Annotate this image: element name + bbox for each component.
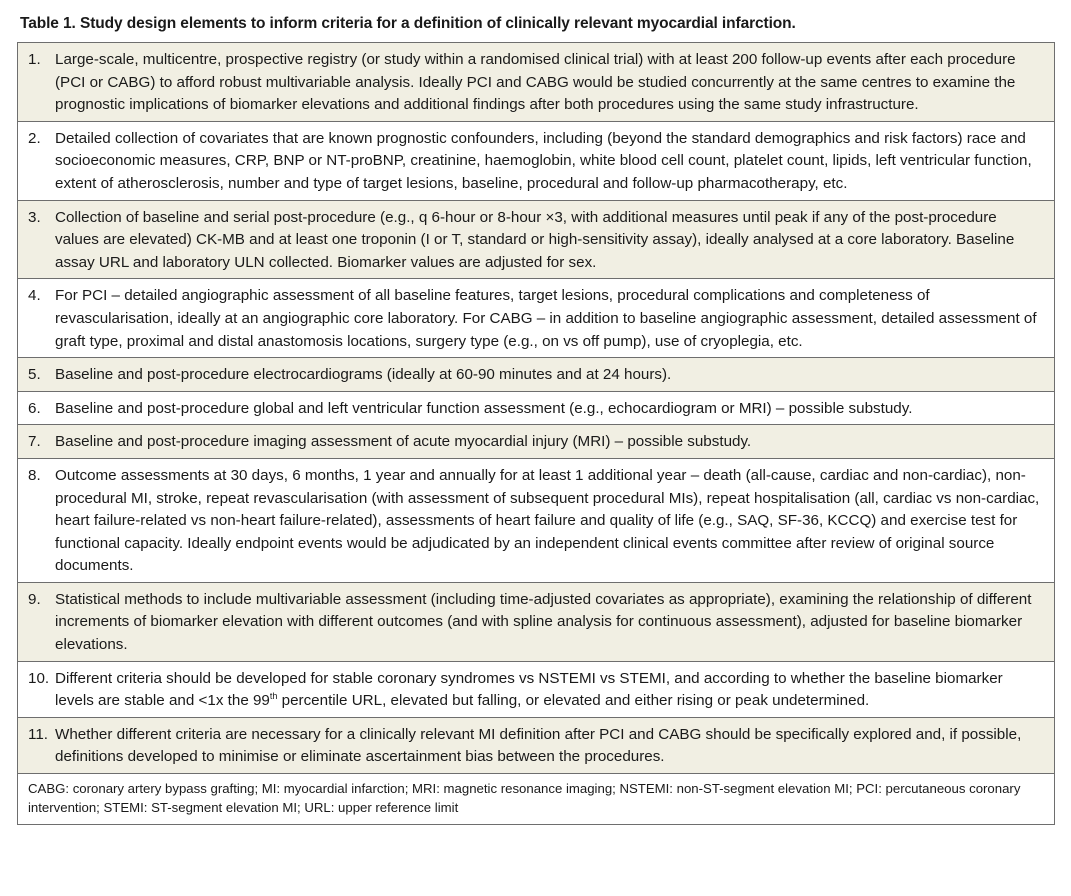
table-row-3 (18, 201, 1054, 280)
table-row-11 (18, 718, 1054, 774)
table-row-4 (18, 279, 1054, 358)
table-row-6 (18, 392, 1054, 426)
row-text: For PCI – detailed angiographic assessment of all baseline features, target lesions, procedural complications and completeness of revascularisation, ideally at an angiographic core laboratory. For CABG – in addition to baseline angiographic assessment, detailed assessment of graft type, proximal and distal anastomosis locations, surgery type (e.g., on vs off pump), use of cryoplegia, etc. (55, 287, 1037, 350)
row-text: Baseline and post-procedure electrocardiograms (ideally at 60-90 minutes and at 24 hours). (55, 366, 672, 384)
row-number: 5. (28, 366, 41, 384)
row-number: 6. (28, 399, 41, 417)
row-text: Statistical methods to include multivariable assessment (including time-adjusted covariates as appropriate), examining the relationship of different increments of biomarker elevation with different outcomes (and with spline analysis for continuous assessment), adjusted for baseline biomarker elevations. (55, 590, 1032, 654)
table-row-9 (18, 583, 1054, 662)
table-row-8 (18, 459, 1054, 583)
row-number: 3. (28, 208, 41, 226)
row-text: Large-scale, multicentre, prospective registry (or study within a randomised clinical trial) with at least 200 follow-up events after each procedure (PCI or CABG) to afford robust multivariable analysis. Ideally PCI and CABG would be studied concurrently at the same centres to examine the prognostic implications of biomarker elevations and additional findings after both procedures using the same study infrastructure. (55, 51, 1016, 114)
row-text: Detailed collection of covariates that are known prognostic confounders, including (beyond the standard demographics and risk factors) race and socioeconomic measures, CRP, BNP or NT-proBNP, creatinine, haemoglobin, white blood cell count, platelet count, lipids, left ventricular function, extent of atherosclerosis, number and type of target lesions, baseline, procedural and follow-up pharmacotherapy, etc. (55, 129, 1032, 192)
row-number: 1. (28, 51, 41, 68)
study-design-table (17, 42, 1055, 825)
row-text: Whether different criteria are necessary for a clinically relevant MI definition after PCI and CABG should be specifically explored and, if possible, definitions developed to minimise or eliminate ascertainment bias between the procedures. (55, 725, 1022, 766)
row-number: 11. (28, 725, 48, 743)
row-number: 2. (28, 129, 41, 147)
row-number: 7. (28, 433, 41, 451)
table-row-2 (18, 122, 1054, 201)
row-number: 8. (28, 466, 41, 484)
row-number: 9. (28, 590, 41, 608)
row-text: Baseline and post-procedure global and left ventricular function assessment (e.g., echocardiogram or MRI) – possible substudy. (55, 399, 913, 417)
table-row-10 (18, 662, 1054, 718)
row-text-part-b: percentile URL, elevated but falling, or elevated and either rising or peak undetermined. (277, 692, 870, 710)
superscript-th: th (269, 691, 278, 702)
row-text (55, 668, 1044, 713)
row-text: Outcome assessments at 30 days, 6 months, 1 year and annually for at least 1 additional year – death (all-cause, cardiac and non-cardiac), non-procedural MI, stroke, repeat revascularisation (with assessment of subsequent procedural MIs), repeat hospitalisation (all, cardiac vs non-cardiac, heart failure-related vs non-heart failure-related), assessments of heart failure and quality of life (e.g., SAQ, SF-36, KCCQ) and exercise test for functional capacity. Ideally endpoint events would be adjudicated by an independent clinical events committee after review of original source documents. (55, 466, 1040, 575)
table-caption: Table 1. Study design elements to inform criteria for a definition of clinically relevant myocardial infarction. (20, 15, 796, 32)
row-text: Collection of baseline and serial post-procedure (e.g., q 6-hour or 8-hour ×3, with additional measures until peak if any of the post-procedure values are elevated) CK-MB and at least one troponin (I or T, standard or high-sensitivity assay), ideally analysed at a core laboratory. Baseline assay URL and laboratory ULN collected. Biomarker values are adjusted for sex. (55, 208, 1015, 271)
table-row-1 (18, 43, 1054, 122)
table-row-5 (18, 358, 1054, 392)
row-text: Baseline and post-procedure imaging assessment of acute myocardial injury (MRI) – possible substudy. (55, 433, 752, 451)
row-text-part-a: Different criteria should be developed for stable coronary syndromes vs NSTEMI vs STEMI, and according to whether the baseline biomarker levels are stable and <1x the 99 (55, 669, 1003, 710)
row-number: 4. (28, 287, 41, 305)
table-footnote: CABG: coronary artery bypass grafting; MI: myocardial infarction; MRI: magnetic resonance imaging; NSTEMI: non-ST-segment elevation MI; PCI: percutaneous coronary intervention; STEMI: ST-segment elevation MI; URL: upper reference limit (18, 774, 1054, 824)
row-number: 10. (28, 669, 50, 687)
table-row-7 (18, 425, 1054, 459)
